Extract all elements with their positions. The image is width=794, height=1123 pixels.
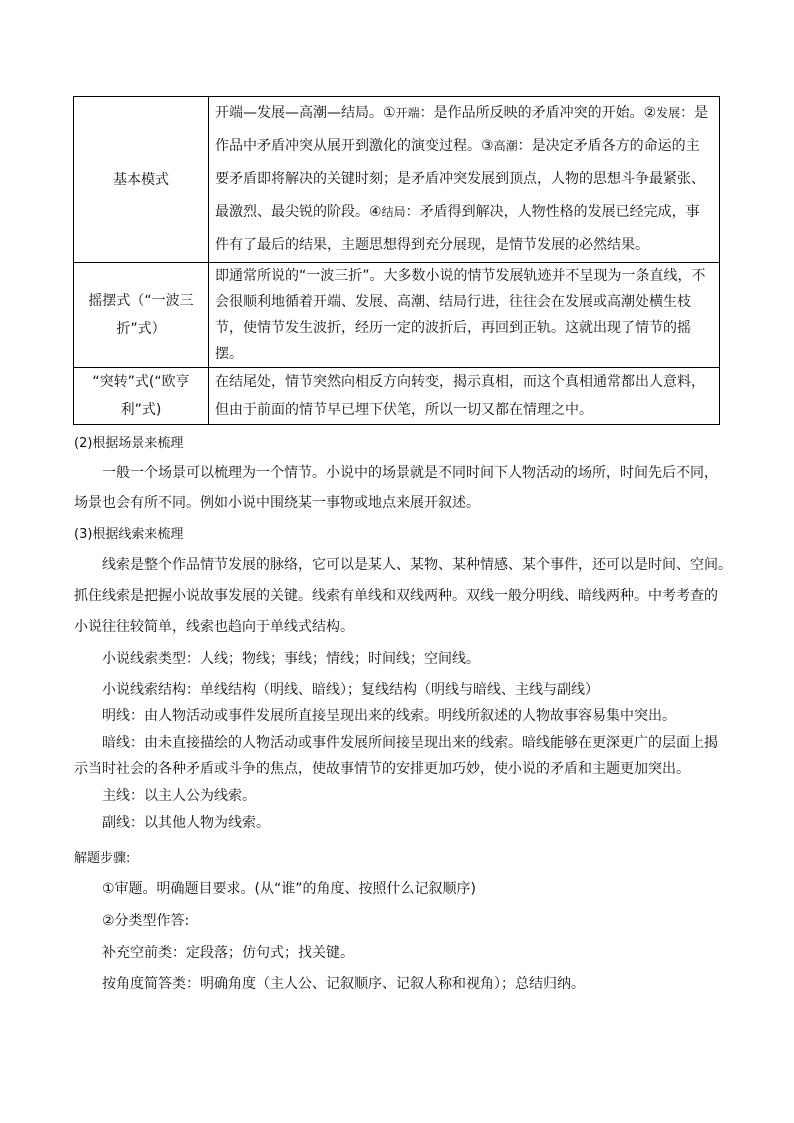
step-line: 按角度简答类：明确角度（主人公、记叙顺序、记叙人称和视角）；总结归纳。	[102, 976, 585, 992]
clue-structure: 小说线索结构：单线结构（明线、暗线）；复线结构（明线与暗线、主线与副线）	[102, 682, 599, 698]
paragraph-line: 线索是整个作品情节发展的脉络，它可以是某人、某物、某种情感、某个事件，还可以是时间、空间。	[102, 557, 732, 573]
desc-text: ：矛盾得到解决，人物性格的发展已经完成，事件有了最后的结果，主题思想得到充分展现，是情节发展的必然结果。	[215, 204, 700, 253]
desc-term: 结局	[381, 205, 406, 219]
paragraph-line: 场景也会有所不同。例如小说中围绕某一事物或地点来展开叙述。	[74, 495, 480, 511]
desc-text: ：是作品中矛盾冲突从展开到激化的演变过程。③	[215, 105, 709, 154]
steps-heading: 解题步骤:	[74, 851, 131, 866]
row-description: 即通常所说的“一波三折”。大多数小说的情节发展轨迹并不呈现为一条直线，不会很顺利地循着开端、发展、高潮、结局行进，往往会在发展或高潮处横生枝节，使情节发生波折，经历一定的波折后，再回到正轨。这就出现了情节的摇摆。	[209, 263, 720, 368]
clue-types: 小说线索类型：人线；物线；事线；情线；时间线；空间线。	[102, 651, 480, 667]
desc-text: 开端—发展—高潮—结局。①	[215, 105, 396, 121]
clue-fu: 副线：以其他人物为线索。	[102, 815, 270, 831]
row-label: “突转”式(“欧亨利”式)	[74, 368, 209, 425]
table-row	[74, 368, 720, 425]
desc-term: 发展	[656, 106, 681, 120]
section-heading-clue: (3)根据线索来梳理	[74, 527, 184, 542]
clue-zhu: 主线：以主人公为线索。	[102, 788, 256, 804]
desc-term: 开端	[395, 106, 420, 120]
clue-an: 暗线：由未直接描绘的人物活动或事件发展所间接呈现出来的线索。暗线能够在更深更广的层面上揭	[102, 735, 718, 751]
row-label: 基本模式	[74, 97, 209, 263]
plot-pattern-table	[73, 96, 720, 425]
step-line: ①审题。明确题目要求。(从“谁”的角度、按照什么记叙顺序)	[102, 881, 476, 897]
paragraph-line: 抓住线索是把握小说故事发展的关键。线索有单线和双线两种。双线一般分明线、暗线两种。中考考查的	[74, 588, 718, 604]
paragraph-line: 一般一个场景可以梳理为一个情节。小说中的场景就是不同时间下人物活动的场所，时间先后不同，	[102, 465, 718, 481]
paragraph-line: 小说往往较简单，线索也趋向于单线式结构。	[74, 619, 354, 635]
step-line: 补充空前类：定段落；仿句式；找关键。	[102, 945, 354, 961]
step-line: ②分类型作答:	[102, 913, 190, 929]
section-heading-scene: (2)根据场景来梳理	[74, 436, 184, 451]
desc-text: ：是决定矛盾各方的命运的主要矛盾即将解决的关键时刻；是矛盾冲突发展到顶点，人物的思想斗争最紧张、最激烈、最尖锐的阶段。④	[215, 138, 705, 220]
table-row	[74, 97, 720, 263]
row-description: 在结尾处，情节突然向相反方向转变，揭示真相，而这个真相通常都出人意料，但由于前面的情节早已埋下伏笔，所以一切又都在情理之中。	[209, 368, 720, 425]
row-label: 摇摆式（“一波三折”式）	[74, 263, 209, 368]
clue-an-cont: 示当时社会的各种矛盾或斗争的焦点，使故事情节的安排更加巧妙，使小说的矛盾和主题更加突出。	[74, 761, 690, 777]
clue-ming: 明线：由人物活动或事件发展所直接呈现出来的线索。明线所叙述的人物故事容易集中突出。	[102, 708, 676, 724]
desc-term: 高潮	[493, 139, 518, 153]
desc-text: ：是作品所反映的矛盾冲突的开始。②	[419, 105, 657, 121]
row-description	[209, 97, 720, 263]
table-row	[74, 263, 720, 368]
